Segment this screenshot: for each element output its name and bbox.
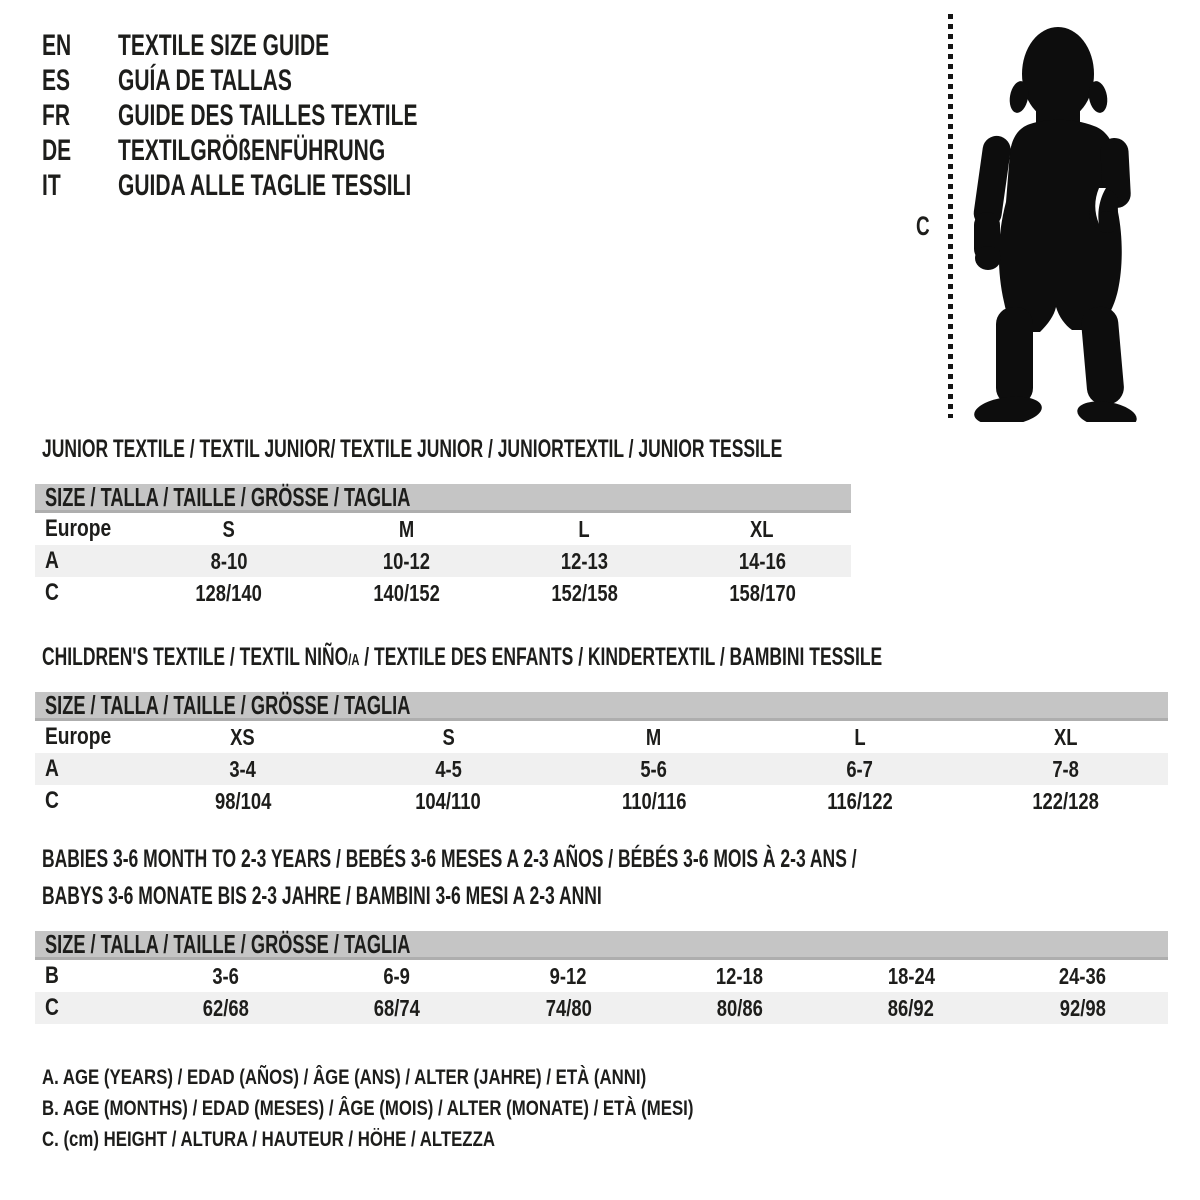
table-cell: 14-16 bbox=[738, 547, 786, 574]
table-cell: 6-7 bbox=[846, 755, 873, 782]
height-measure-dashed-line bbox=[948, 14, 953, 418]
row-label: Europe bbox=[45, 515, 112, 542]
guide-title-fr: GUIDE DES TAILLES TEXTILE bbox=[118, 98, 418, 132]
table-row bbox=[35, 577, 851, 609]
children-size-table bbox=[35, 689, 1168, 817]
table-cell: 158/170 bbox=[728, 579, 796, 606]
table-cell: L bbox=[853, 723, 866, 750]
babies-section-title: BABIES 3-6 MONTH TO 2-3 YEARS / BEBÉS 3-6 MESES A 2-3 AÑOS / BÉBÉS 3-6 MOIS À 2-3 ANS / BABYS 3-6 MONATE BIS 2-3 JAHRE / BAMBINI 3-6 MESI A 2-3 ANNI bbox=[42, 845, 857, 910]
children-size-header-label: SIZE / TALLA / TAILLE / GRÖSSE / TAGLIA bbox=[45, 689, 411, 720]
language-title-list bbox=[42, 28, 546, 203]
table-row bbox=[35, 513, 851, 545]
children-section-title: CHILDREN'S TEXTILE / TEXTIL NIÑO/A / TEXTILE DES ENFANTS / KINDERTEXTIL / BAMBINI TESSILE bbox=[42, 643, 883, 671]
table-cell: XL bbox=[750, 515, 774, 542]
table-cell: 24-36 bbox=[1058, 962, 1106, 989]
table-row bbox=[35, 992, 1168, 1024]
lang-row-es bbox=[42, 63, 546, 98]
table-cell: 3-4 bbox=[229, 755, 257, 782]
footnote-a: A. AGE (YEARS) / EDAD (AÑOS) / ÂGE (ANS) / ALTER (JAHRE) / ETÀ (ANNI) bbox=[42, 1066, 647, 1089]
table-cell: 80/86 bbox=[716, 994, 763, 1021]
babies-size-header-bar bbox=[35, 928, 1168, 960]
table-row bbox=[35, 960, 1168, 992]
table-row bbox=[35, 785, 1168, 817]
table-cell: 7-8 bbox=[1051, 755, 1079, 782]
row-label: C bbox=[45, 787, 59, 814]
lang-row-it bbox=[42, 168, 546, 203]
lang-row-de bbox=[42, 133, 546, 168]
junior-size-header-label: SIZE / TALLA / TAILLE / GRÖSSE / TAGLIA bbox=[45, 481, 411, 512]
table-cell: 12-18 bbox=[716, 962, 764, 989]
table-cell: 86/92 bbox=[887, 994, 935, 1021]
row-label: A bbox=[45, 755, 59, 782]
table-cell: 116/122 bbox=[826, 787, 893, 814]
table-cell: S bbox=[442, 723, 455, 750]
table-cell: 140/152 bbox=[373, 579, 440, 606]
row-label: Europe bbox=[45, 723, 112, 750]
table-cell: 74/80 bbox=[545, 994, 592, 1021]
table-cell: 104/110 bbox=[415, 787, 482, 814]
table-cell: 62/68 bbox=[202, 994, 249, 1021]
table-cell: M bbox=[646, 723, 662, 750]
lang-row-fr bbox=[42, 98, 546, 133]
table-cell: 9-12 bbox=[549, 962, 587, 989]
lang-code-de: DE bbox=[42, 133, 72, 167]
table-cell: S bbox=[222, 515, 236, 542]
guide-title-es: GUÍA DE TALLAS bbox=[118, 63, 292, 97]
lang-code-es: ES bbox=[42, 63, 71, 97]
lang-row-en bbox=[42, 28, 546, 63]
junior-size-header-bar bbox=[35, 481, 851, 513]
table-cell: 3-6 bbox=[212, 962, 239, 989]
row-label: C bbox=[45, 579, 59, 606]
table-cell: 18-24 bbox=[887, 962, 935, 989]
guide-title-it: GUIDA ALLE TAGLIE TESSILI bbox=[118, 168, 412, 202]
footnote-c: C. (cm) HEIGHT / ALTURA / HAUTEUR / HÖHE / ALTEZZA bbox=[42, 1128, 495, 1151]
table-cell: 4-5 bbox=[435, 755, 462, 782]
table-cell: 12-13 bbox=[560, 547, 608, 574]
table-cell: 10-12 bbox=[383, 547, 431, 574]
guide-title-de: TEXTILGRÖßENFÜHRUNG bbox=[118, 133, 386, 167]
children-size-header-bar bbox=[35, 689, 1168, 721]
table-cell: 92/98 bbox=[1059, 994, 1106, 1021]
table-cell: 152/158 bbox=[551, 579, 618, 606]
table-cell: 122/128 bbox=[1031, 787, 1099, 814]
table-cell: L bbox=[578, 515, 590, 542]
table-row bbox=[35, 545, 851, 577]
table-cell: 5-6 bbox=[640, 755, 668, 782]
lang-code-it: IT bbox=[42, 168, 61, 202]
row-label: C bbox=[45, 994, 59, 1021]
row-label: B bbox=[45, 962, 59, 989]
guide-title-en: TEXTILE SIZE GUIDE bbox=[118, 28, 330, 62]
table-cell: 98/104 bbox=[214, 787, 271, 814]
measurement-footnotes bbox=[42, 1066, 856, 1159]
lang-code-fr: FR bbox=[42, 98, 70, 132]
table-row bbox=[35, 721, 1168, 753]
table-cell: 128/140 bbox=[195, 579, 263, 606]
row-label: A bbox=[45, 547, 59, 574]
lang-code-en: EN bbox=[42, 28, 72, 62]
height-measure-label: C bbox=[916, 211, 930, 241]
babies-size-header-label: SIZE / TALLA / TAILLE / GRÖSSE / TAGLIA bbox=[45, 928, 411, 959]
table-row bbox=[35, 753, 1168, 785]
junior-size-table bbox=[35, 481, 851, 609]
table-cell: 110/116 bbox=[621, 787, 687, 814]
table-cell: 8-10 bbox=[210, 547, 248, 574]
table-cell: XL bbox=[1053, 723, 1077, 750]
footnote-b: B. AGE (MONTHS) / EDAD (MESES) / ÂGE (MOIS) / ALTER (MONATE) / ETÀ (MESI) bbox=[42, 1097, 694, 1120]
babies-size-table bbox=[35, 928, 1168, 1024]
table-cell: M bbox=[398, 515, 415, 542]
junior-section-title: JUNIOR TEXTILE / TEXTIL JUNIOR/ TEXTILE JUNIOR / JUNIORTEXTIL / JUNIOR TESSILE bbox=[42, 435, 783, 463]
table-cell: 68/74 bbox=[373, 994, 421, 1021]
table-cell: 6-9 bbox=[383, 962, 411, 989]
baby-silhouette-icon bbox=[966, 12, 1146, 422]
table-cell: XS bbox=[230, 723, 256, 750]
